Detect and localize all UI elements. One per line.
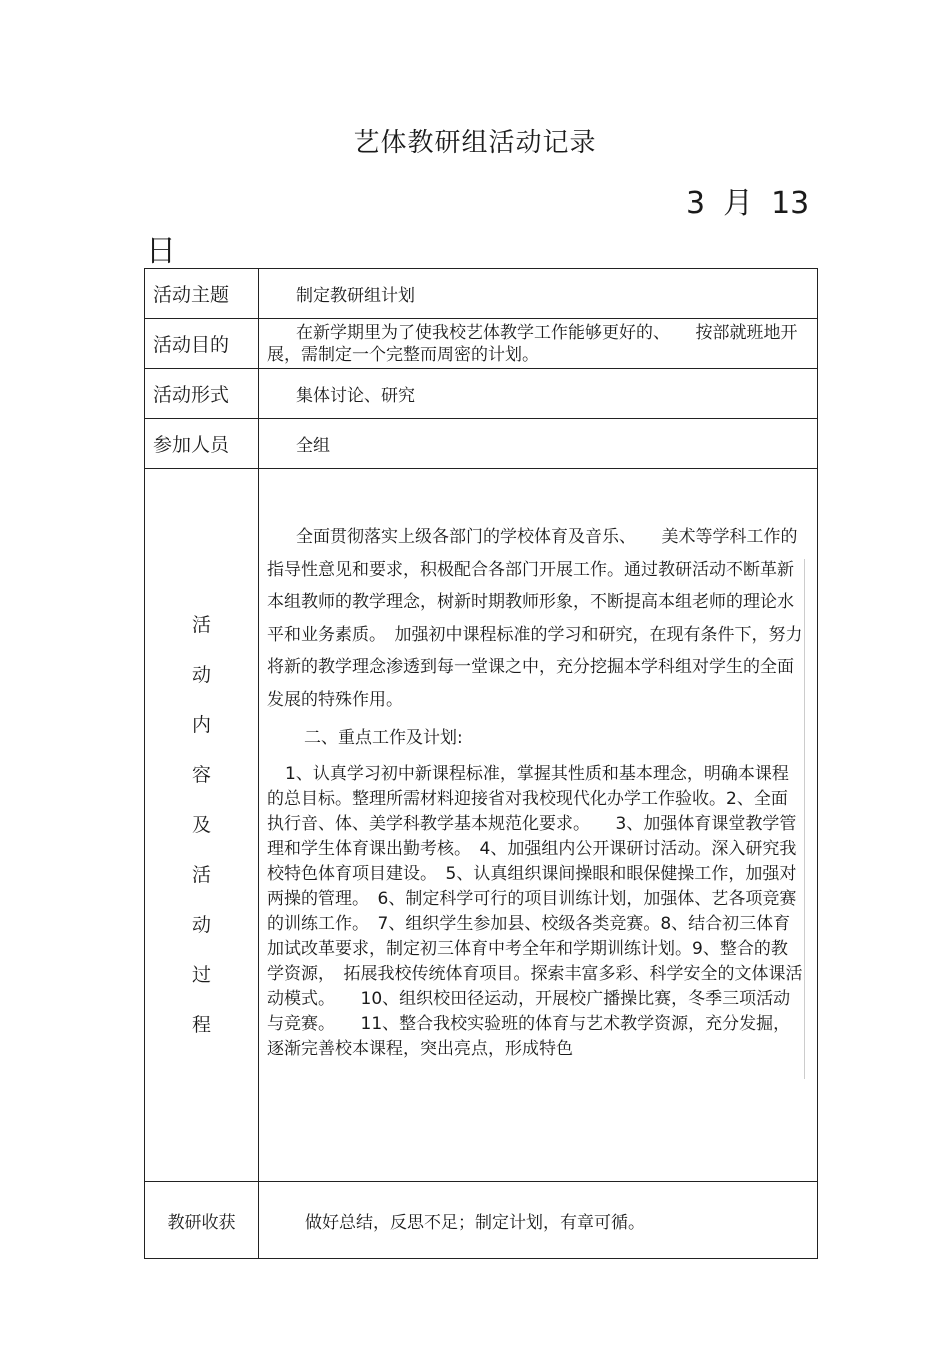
- harvest-value: 做好总结，反思不足；制定计划，有章可循。: [259, 1182, 818, 1259]
- harvest-row: [145, 1182, 818, 1259]
- purpose-row: [145, 319, 818, 369]
- date-day-number: 13: [771, 186, 810, 221]
- participants-row: [145, 419, 818, 469]
- harvest-label: 教研收获: [145, 1182, 259, 1259]
- activity-record-table: [144, 268, 818, 1259]
- content-label-char: 过: [191, 964, 211, 986]
- content-label-char: 活: [191, 864, 211, 886]
- document-title: 艺体教研组活动记录: [353, 128, 597, 158]
- content-label-char: 容: [191, 764, 211, 786]
- date-month-number: 3: [686, 186, 706, 221]
- content-row: [145, 469, 818, 1182]
- content-label-char: 程: [191, 1014, 211, 1036]
- form-label: 活动形式: [145, 369, 259, 419]
- content-label-char: 动: [191, 664, 211, 686]
- content-label: [145, 469, 259, 1182]
- content-paragraph-goals: 全面贯彻落实上级各部门的学校体育及音乐、 美术等学科工作的指导性意见和要求，积极配合各部门开展工作。通过教研活动不断革新本组教师的教学理念，树新时期教师形象，不断提高本组老师的理论水平和业务素质。 加强初中课程标准的学习和研究，在现有条件下，努力将新的教学理念渗透到每一堂课之中，充分挖掘本学科组对学生的全面发展的特殊作用。: [267, 527, 803, 710]
- date-month-char: 月: [723, 186, 754, 221]
- participants-value: 全组: [259, 419, 818, 469]
- content-label-char: 活: [191, 614, 211, 636]
- purpose-value: 在新学期里为了使我校艺体教学工作能够更好的、 按部就班地开展，需制定一个完整而周密的计划。: [267, 322, 798, 365]
- theme-row: [145, 269, 818, 319]
- content-label-char: 内: [191, 714, 211, 736]
- content-paragraph-plan: 1、认真学习初中新课程标准，掌握其性质和基本理念，明确本课程的总目标。整理所需材料迎接省对我校现代化办学工作验收。2、全面执行音、体、美学科教学基本规范化要求。 3、加强体育课堂教学管理和学生体育课出勤考核。 4、加强组内公开课研讨活动。深入研究我校特色体育项目建设。 5、认真组织课间操眼和眼保健操工作，加强对两操的管理。 6、制定科学可行的项目训练计划，加强体、艺各项竞赛的训练工作。 7、组织学生参加县、校级各类竞赛。8、结合初三体育加试改革要求，制定初三体育中考全年和学期训练计划。9、整合的教学资源， 拓展我校传统体育项目。探索丰富多彩、科学安全的文体课活动模式。 10、组织校田径运动，开展校广播操比赛，冬季三项活动与竞赛。 11、整合我校实验班的体育与艺术教学资源，充分发掘，逐渐完善校本课程，突出亮点，形成特色: [267, 764, 803, 1059]
- date-day-char: 日: [146, 234, 176, 269]
- content-label-char: 及: [191, 814, 211, 836]
- theme-label: 活动主题: [145, 269, 259, 319]
- purpose-label: 活动目的: [145, 319, 259, 369]
- content-section-heading: 二、重点工作及计划:: [304, 728, 463, 748]
- content-label-char: 动: [191, 914, 211, 936]
- margin-rule: [804, 559, 805, 1079]
- content-cell: [259, 469, 818, 1182]
- date-month-day: [686, 178, 827, 222]
- purpose-value-cell: [259, 319, 818, 369]
- participants-label: 参加人员: [145, 419, 259, 469]
- form-row: [145, 369, 818, 419]
- form-value: 集体讨论、研究: [259, 369, 818, 419]
- theme-value: 制定教研组计划: [259, 269, 818, 319]
